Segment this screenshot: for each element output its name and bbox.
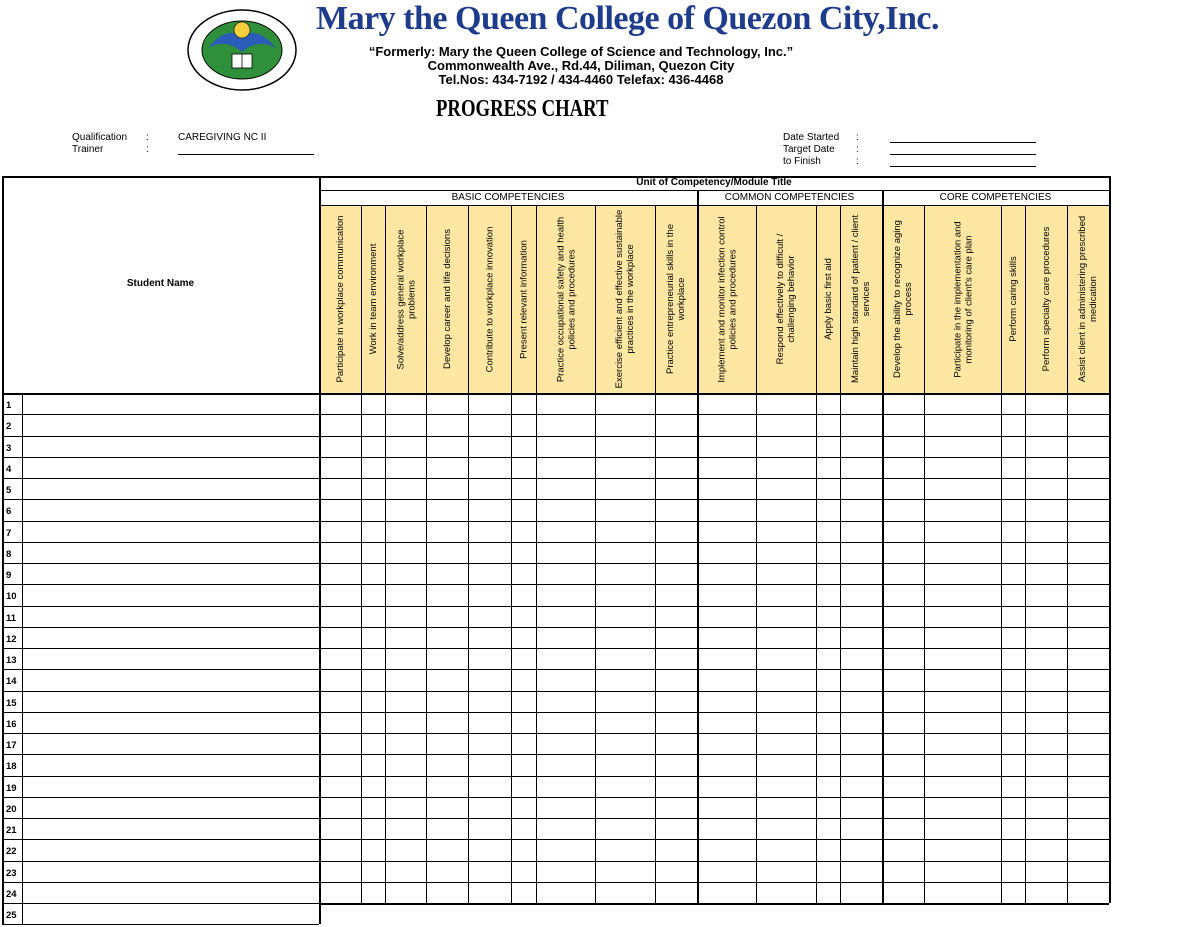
row-line: [2, 414, 1109, 415]
row-line: [2, 436, 1109, 437]
row-line: [2, 797, 1109, 798]
row-line: [2, 669, 1109, 670]
row-number: 12: [6, 633, 17, 645]
row-number: 15: [6, 697, 17, 709]
competency-label-2: Work in team environment: [367, 243, 379, 355]
to-finish-label: to Finish: [783, 156, 821, 167]
row-line: [2, 627, 1109, 628]
column-line: [924, 205, 925, 903]
qualification-colon: :: [146, 132, 149, 143]
row-number: 22: [6, 846, 17, 858]
row-line: [2, 457, 1109, 458]
row-number: 10: [6, 591, 17, 603]
competency-label-14: Develop the ability to recognize aging process: [892, 220, 914, 378]
date-started-label: Date Started: [783, 132, 840, 143]
grid-bottom-border: [319, 903, 1109, 905]
column-line: [361, 205, 362, 903]
row-number: 6: [6, 506, 12, 518]
row-number: 13: [6, 655, 17, 666]
row-number: 5: [6, 485, 12, 496]
row-line: [2, 882, 1109, 883]
college-name: Mary the Queen College of Quezon City,Inc.: [316, 0, 940, 37]
competency-label-17: Perform specialty care procedures: [1040, 226, 1052, 372]
column-line: [840, 205, 841, 903]
competency-label-1: Participate in workplace communication: [334, 215, 346, 383]
row-number: 1: [6, 400, 12, 411]
student-name-header: Student Name: [126, 278, 195, 289]
column-line: [468, 205, 469, 903]
number-column-line: [22, 393, 23, 924]
row-line: [2, 648, 1109, 649]
row-line: [2, 924, 319, 925]
row-number: 8: [6, 548, 12, 560]
column-line: [1067, 205, 1068, 903]
row-line: [2, 691, 1109, 692]
group-header-1: BASIC COMPETENCIES: [451, 192, 565, 203]
row-number: 19: [6, 782, 17, 794]
row-line: [2, 839, 1109, 840]
competency-label-13: Maintain high standard of patient / client services: [850, 215, 872, 383]
column-line: [655, 205, 656, 903]
competency-label-12: Apply basic first aid: [822, 258, 834, 340]
column-line: [756, 205, 757, 903]
row-number: 7: [6, 527, 12, 539]
row-line: [2, 754, 1109, 755]
row-number: 16: [6, 718, 17, 730]
unit-of-competency-header: Unit of Competency/Module Title: [636, 177, 792, 188]
competency-label-15: Participate in the implementation and monitoring of client's care plan: [951, 220, 974, 378]
row-line: [2, 818, 1109, 819]
competency-label-6: Present relevant information: [518, 239, 529, 359]
row-number: 18: [6, 761, 17, 773]
row-line: [2, 499, 1109, 500]
trainer-label: Trainer: [72, 144, 104, 155]
competency-label-18: Assist client in administering prescribed medication: [1077, 215, 1099, 383]
column-line: [697, 205, 698, 903]
competency-label-11: Respond effectively to difficult / challenging behavior: [775, 233, 797, 365]
row-number: 23: [6, 867, 17, 879]
row-line: [2, 542, 1109, 543]
group-header-divider: [319, 205, 1109, 206]
row-line: [2, 712, 1109, 713]
row-number: 20: [6, 803, 17, 815]
row-number: 14: [6, 676, 17, 688]
group-header-2: COMMON COMPETENCIES: [724, 192, 855, 203]
row-number: 3: [6, 442, 12, 454]
unit-header-divider: [319, 190, 1109, 191]
competency-label-9: Practice entrepreneurial skills in the workplace: [665, 224, 687, 374]
row-number: 11: [6, 612, 17, 624]
competency-label-5: Contribute to workplace innovation: [484, 226, 495, 372]
row-line: [2, 776, 1109, 777]
row-line: [2, 606, 1109, 607]
row-line: [2, 733, 1109, 734]
row-line: [2, 563, 1109, 564]
competency-label-7: Practice occupational safety and health policies and procedures: [554, 216, 577, 382]
row-line: [2, 478, 1109, 479]
competency-label-3: Solve/address general workplace problems: [394, 229, 417, 369]
competency-label-16: Perform caring skills: [1007, 256, 1019, 342]
row-line: [2, 861, 1109, 862]
row-number: 21: [6, 825, 17, 836]
column-line: [385, 205, 386, 903]
column-line: [816, 205, 817, 903]
row-line: [2, 584, 1109, 585]
address-line: Commonwealth Ave., Rd.44, Diliman, Quezon City: [427, 58, 735, 73]
trainer-colon: :: [146, 144, 149, 155]
column-line: [536, 205, 537, 903]
header-bottom-border: [2, 393, 1109, 395]
group-header-3: CORE COMPETENCIES: [939, 192, 1052, 203]
qualification-value: CAREGIVING NC II: [178, 132, 267, 143]
document-title: PROGRESS CHART: [436, 96, 609, 122]
column-line: [511, 205, 512, 903]
row-number: 17: [6, 740, 17, 751]
target-date-label: Target Date: [783, 144, 835, 155]
column-line: [1025, 205, 1026, 903]
competency-label-10: Implement and monitor infection control policies and procedures: [715, 215, 738, 383]
formerly-line: “Formerly: Mary the Queen College of Science and Technology, Inc.”: [368, 44, 794, 59]
telephone-line: Tel.Nos: 434-7192 / 434-4460 Telefax: 436-4468: [438, 72, 724, 87]
column-line: [426, 205, 427, 903]
competency-label-4: Develop career and life decisions: [441, 229, 453, 369]
competency-label-8: Exercise efficient and effective sustainable practices in the workplace: [614, 209, 636, 389]
target-date-colon: :: [856, 144, 859, 155]
row-number: 24: [6, 888, 17, 900]
row-number: 9: [6, 570, 12, 581]
date-started-colon: :: [856, 132, 859, 143]
column-line: [1001, 205, 1002, 903]
row-line: [2, 521, 1109, 522]
to-finish-colon: :: [856, 156, 859, 167]
column-line: [595, 205, 596, 903]
row-number: 25: [6, 910, 17, 921]
row-number: 4: [6, 463, 12, 475]
row-number: 2: [6, 421, 12, 433]
column-line: [882, 205, 883, 903]
table-right-border: [1109, 176, 1111, 903]
qualification-label: Qualification: [72, 132, 128, 143]
